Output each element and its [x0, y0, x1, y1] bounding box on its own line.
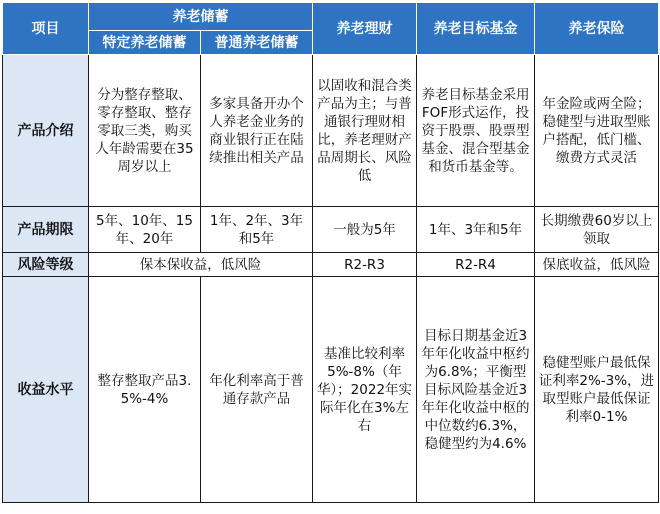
table-row-risk [3, 253, 659, 277]
header-regular-savings: 普通养老储蓄 [201, 31, 313, 55]
cell-intro-target-fund: 养老目标基金采用FOF形式运作，投资于股票、股票型基金、混合型基金和货币基金等。 [417, 55, 535, 207]
cell-risk-savings: 保本保收益，低风险 [89, 253, 313, 277]
header-item: 项目 [3, 3, 89, 55]
header-row-top [3, 3, 659, 31]
cell-intro-regular-savings: 多家具备开办个人养老金业务的商业银行正在陆续推出相关产品 [201, 55, 313, 207]
cell-return-target-fund: 目标日期基金近3年年化收益中枢约为6.8%；平衡型目标风险基金近3年年化收益中枢的中位数约6.3%，稳健型约为4.6% [417, 277, 535, 503]
cell-risk-insurance: 保底收益，低风险 [535, 253, 659, 277]
cell-return-wealth-mgmt: 基准比较利率5%-8%（年华）；2022年实际年化在3%左右 [313, 277, 417, 503]
table-row-period [3, 207, 659, 253]
cell-return-insurance: 稳健型账户最低保证利率2%-3%，进取型账户最低保证利率0-1% [535, 277, 659, 503]
row-label-intro: 产品介绍 [3, 55, 89, 207]
row-label-return: 收益水平 [3, 277, 89, 503]
cell-period-regular-savings: 1年、2年、3年和5年 [201, 207, 313, 253]
cell-risk-wealth-mgmt: R2-R3 [313, 253, 417, 277]
header-target-fund: 养老目标基金 [417, 3, 535, 55]
header-special-savings: 特定养老储蓄 [89, 31, 201, 55]
cell-period-target-fund: 1年、3年和5年 [417, 207, 535, 253]
row-label-period: 产品期限 [3, 207, 89, 253]
cell-return-special-savings: 整存整取产品3.5%-4% [89, 277, 201, 503]
cell-period-insurance: 长期缴费60岁以上领取 [535, 207, 659, 253]
header-wealth-management: 养老理财 [313, 3, 417, 55]
cell-period-special-savings: 5年、10年、15年、20年 [89, 207, 201, 253]
cell-intro-wealth-mgmt: 以固收和混合类产品为主；与普通银行理财相比，养老理财产品周期长、风险低 [313, 55, 417, 207]
header-insurance: 养老保险 [535, 3, 659, 55]
cell-period-wealth-mgmt: 一般为5年 [313, 207, 417, 253]
cell-intro-insurance: 年金险或两全险；稳健型与进取型账户搭配，低门槛、缴费方式灵活 [535, 55, 659, 207]
table-row-return [3, 277, 659, 503]
cell-intro-special-savings: 分为整存整取、零存整取、整存零取三类，购买人年龄需要在35周岁以上 [89, 55, 201, 207]
table-row-intro [3, 55, 659, 207]
cell-return-regular-savings: 年化利率高于普通存款产品 [201, 277, 313, 503]
cell-risk-target-fund: R2-R4 [417, 253, 535, 277]
pension-products-comparison-table [2, 2, 659, 503]
row-label-risk: 风险等级 [3, 253, 89, 277]
header-savings-group: 养老储蓄 [89, 3, 313, 31]
